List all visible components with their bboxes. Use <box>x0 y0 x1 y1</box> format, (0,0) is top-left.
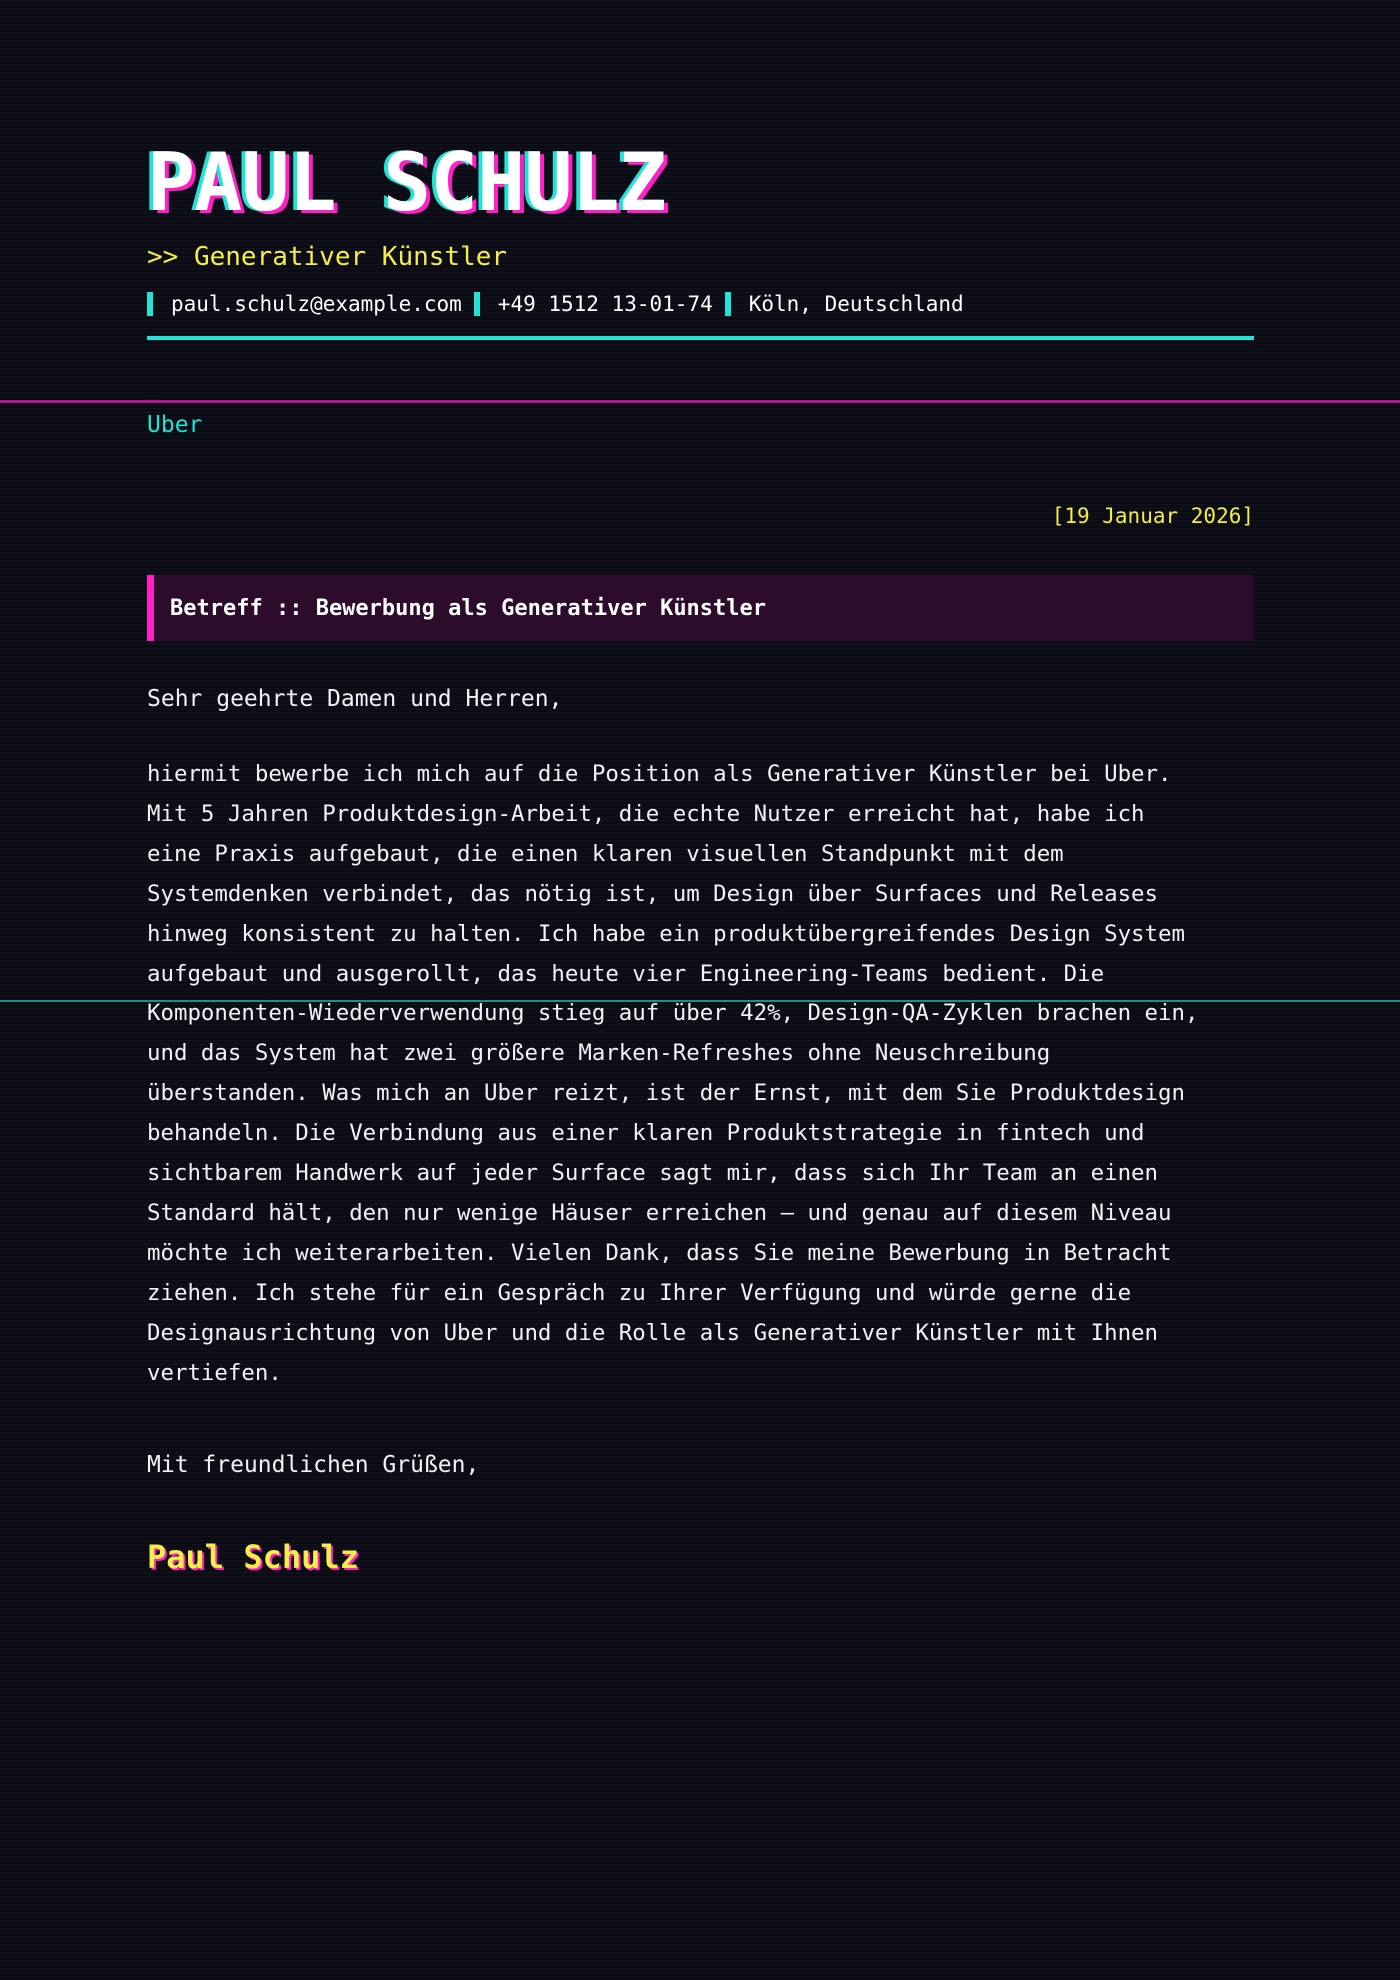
contact-phone[interactable]: +49 1512 13-01-74 <box>497 292 713 316</box>
letter-body <box>147 755 1254 1394</box>
letter-date: [19 Januar 2026] <box>1051 504 1254 528</box>
body-line: Mit 5 Jahren Produktdesign-Arbeit, die echte Nutzer erreicht hat, habe ich <box>147 800 1145 827</box>
header-divider <box>147 336 1254 340</box>
body-line: möchte ich weiterarbeiten. Vielen Dank, dass Sie meine Bewerbung in Betracht <box>147 1239 1172 1266</box>
applicant-name: PAUL SCHULZ <box>147 136 666 229</box>
contact-separator-bar <box>725 292 731 316</box>
body-line: behandeln. Die Verbindung aus einer klaren Produktstrategie in fintech und <box>147 1120 1145 1147</box>
body-line: hinweg konsistent zu halten. Ich habe ein produktübergreifendes Design System <box>147 920 1185 947</box>
salutation: Sehr geehrte Damen und Herren, <box>147 686 563 712</box>
contact-separator-bar <box>474 292 480 316</box>
body-line: eine Praxis aufgebaut, die einen klaren visuellen Standpunkt mit dem <box>147 840 1064 867</box>
body-line: vertiefen. <box>147 1359 282 1386</box>
applicant-role: >> Generativer Künstler <box>147 242 508 272</box>
contact-email[interactable]: paul.schulz@example.com <box>171 292 462 316</box>
body-line: hiermit bewerbe ich mich auf die Position als Generativer Künstler bei Uber. <box>147 761 1172 787</box>
body-line: überstanden. Was mich an Uber reizt, ist der Ernst, mit dem Sie Produktdesign <box>147 1080 1185 1107</box>
body-line: sichtbarem Handwerk auf jeder Surface sagt mir, dass sich Ihr Team an einen <box>147 1160 1159 1187</box>
contact-location: Köln, Deutschland <box>748 292 964 316</box>
body-line: aufgebaut und ausgerollt, das heute vier Engineering-Teams bedient. Die <box>147 960 1105 987</box>
body-line: Komponenten-Wiederverwendung stieg auf über 42%, Design-QA-Zyklen brachen ein, <box>147 1000 1199 1027</box>
closing: Mit freundlichen Grüßen, <box>147 1452 480 1478</box>
subject-line: Betreff :: Bewerbung als Generativer Künstler <box>170 595 767 621</box>
signature: Paul Schulz <box>147 1538 359 1576</box>
contact-line <box>147 289 976 319</box>
contact-separator-bar <box>147 292 153 316</box>
subject-box <box>147 575 1254 641</box>
body-line: und das System hat zwei größere Marken-Refreshes ohne Neuschreibung <box>147 1040 1051 1067</box>
body-line: Standard hält, den nur wenige Häuser erreichen — und genau auf diesem Niveau <box>147 1199 1172 1226</box>
body-line: Systemdenken verbindet, das nötig ist, um Design über Surfaces und Releases <box>147 880 1159 907</box>
decorative-divider-magenta <box>0 400 1400 403</box>
body-line: ziehen. Ich stehe für ein Gespräch zu Ihrer Verfügung und würde gerne die <box>147 1279 1132 1306</box>
body-line: Designausrichtung von Uber und die Rolle als Generativer Künstler mit Ihnen <box>147 1319 1159 1346</box>
recipient-company: Uber <box>147 412 203 438</box>
